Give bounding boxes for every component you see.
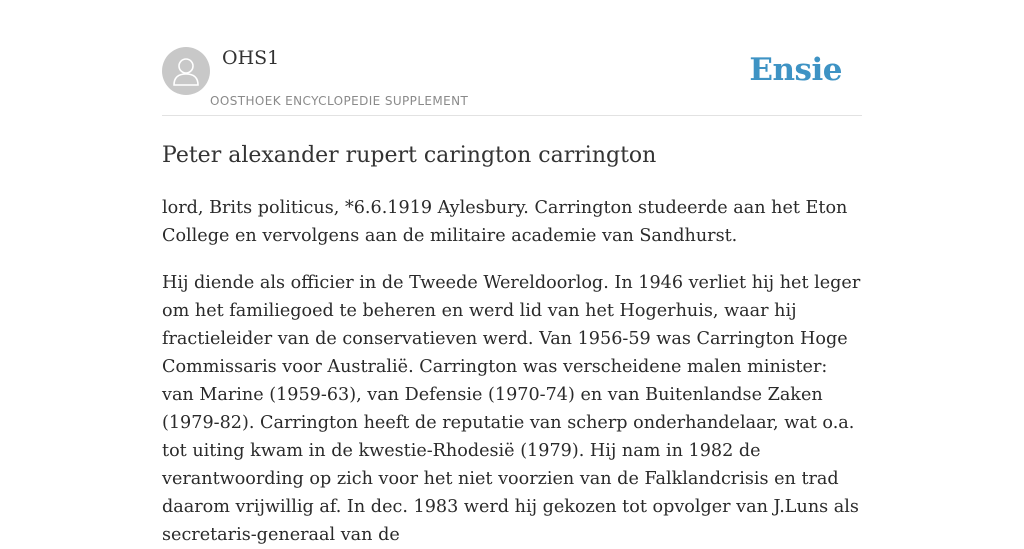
author-avatar[interactable] [162,47,210,95]
article-container [162,0,862,549]
author-name[interactable]: OHS1 [222,47,280,69]
article-header [162,0,862,116]
article-title: Peter alexander rupert carington carrington [162,143,657,168]
source-label[interactable]: OOSTHOEK ENCYCLOPEDIE SUPPLEMENT [210,94,469,108]
user-silhouette-icon [162,47,210,95]
article-paragraph-2: Hij diende als officier in de Tweede Wereldoorlog. In 1946 verliet hij het leger om het familiegoed te beheren en werd lid van het Hogerhuis, waar hij fractieleider van de conservatieven werd. Van 1956-59 was Carrington Hoge Commissaris voor Australië. Carrington was verscheidene malen minister: van Marine (1959-63), van Defensie (1970-74) en van Buitenlandse Zaken (1979-82). Carrington heeft de reputatie van scherp onderhandelaar, wat o.a. tot uiting kwam in de kwestie-Rhodesië (1979). Hij nam in 1982 de verantwoording op zich voor het niet voorzien van de Falklandcrisis en trad daarom vrijwillig af. In dec. 1983 werd hij gekozen tot opvolger van J.Luns als secretaris-generaal van de [162,273,861,545]
article-paragraph-1: lord, Brits politicus, *6.6.1919 Aylesbury. Carrington studeerde aan het Eton College en vervolgens aan de militaire academie van Sandhurst. [162,198,848,246]
brand-logo[interactable]: Ensie [749,52,842,88]
